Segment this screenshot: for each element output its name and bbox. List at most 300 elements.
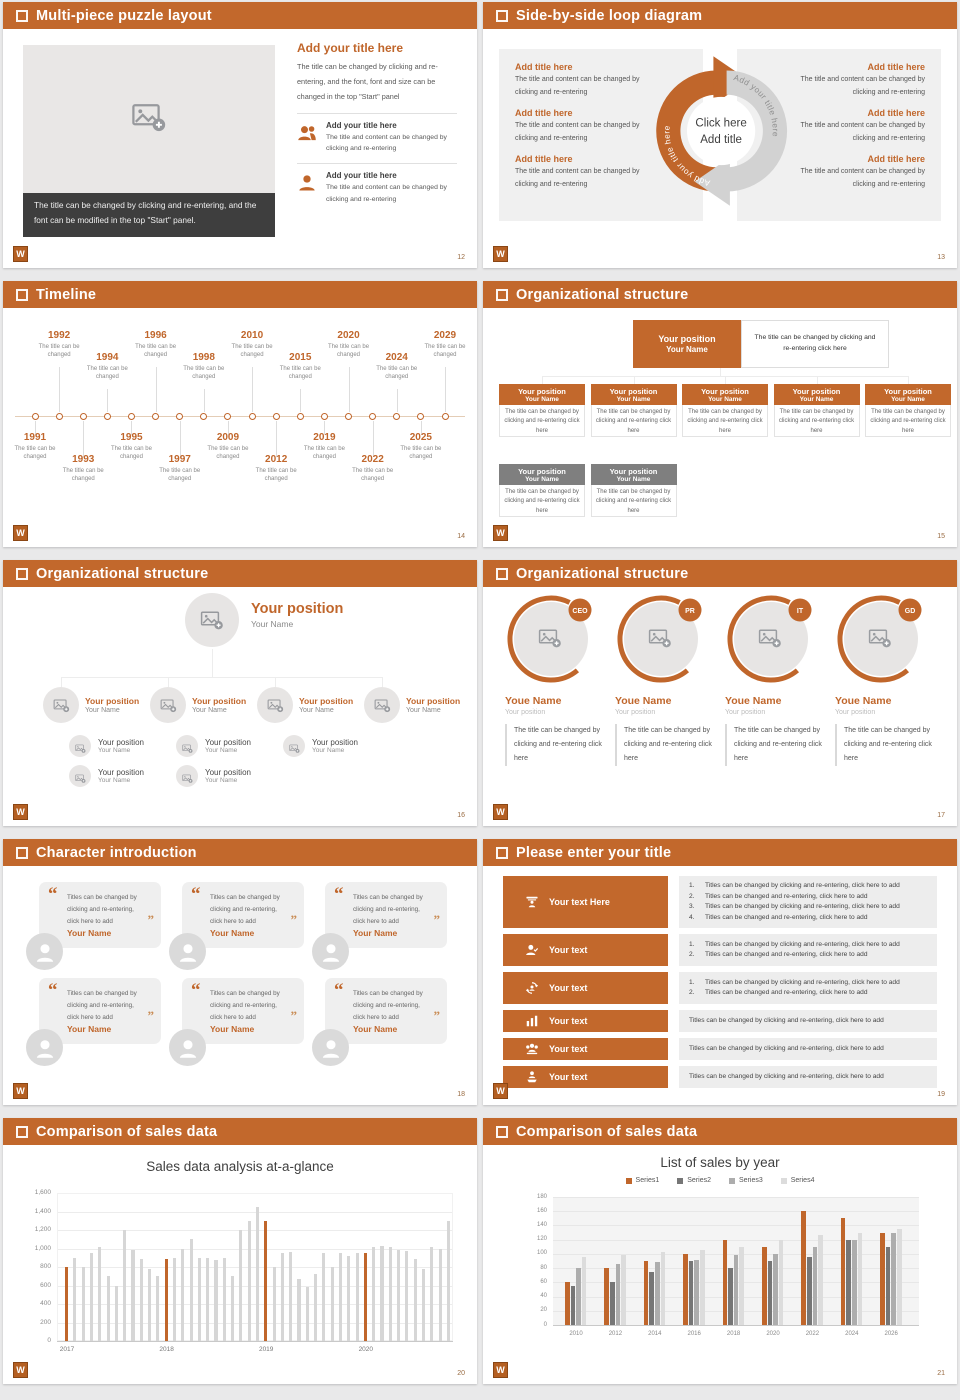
- quote-open-icon: “: [334, 980, 344, 1001]
- row-text-box: [679, 934, 937, 966]
- timeline-connector: [83, 421, 84, 457]
- org-subnode-photo: [69, 765, 91, 787]
- slide-19-please-enter-your-title[interactable]: [483, 839, 957, 1105]
- slide-16-organizational-structure[interactable]: [3, 560, 477, 826]
- bar: [148, 1269, 151, 1341]
- timeline-dot: [56, 413, 63, 420]
- timeline-caption: The title can be changed: [110, 446, 152, 461]
- x-tick-label: 2020: [358, 1346, 374, 1353]
- slide-title: Character introduction: [36, 844, 197, 861]
- quote-name: Your Name: [210, 928, 255, 938]
- timeline-entry: [56, 454, 110, 483]
- slide-14-timeline[interactable]: [3, 281, 477, 547]
- row-text: Titles can be changed by clicking and re-entering, click here to add: [689, 1045, 884, 1053]
- page-number: 18: [457, 1091, 465, 1098]
- w-logo: W: [13, 246, 28, 262]
- timeline-dot: [32, 413, 39, 420]
- org-box: [591, 384, 677, 437]
- row-text: Titles can be changed by clicking and re-entering, click here to add: [705, 903, 900, 911]
- bar: [801, 1211, 806, 1325]
- org-subnode-photo: [69, 735, 91, 757]
- org-subnode-photo: [176, 735, 198, 757]
- org-connector-stub: [725, 376, 726, 384]
- timeline-caption: The title can be changed: [424, 344, 466, 359]
- timeline-year: 2015: [289, 352, 312, 363]
- row-text-line: [689, 1045, 927, 1053]
- legend-item: [677, 1177, 711, 1184]
- timeline-connector: [204, 389, 205, 412]
- row-label: Your text: [549, 983, 588, 993]
- loop-label-left: Add your title here: [662, 125, 712, 188]
- timeline-year: 2024: [385, 352, 408, 363]
- page-number: 14: [457, 533, 465, 540]
- timeline-entry: [249, 454, 303, 483]
- row-text-number: 2.: [689, 951, 695, 959]
- member-card: [615, 595, 715, 766]
- image-caption: The title can be changed by clicking and re-entering, and the font can be modified in the top "Start" panel.: [23, 193, 275, 237]
- timeline-caption: The title can be changed: [352, 468, 394, 483]
- org-subnode-position: Your position: [205, 738, 251, 747]
- row-text-box: [679, 876, 937, 928]
- bar: [841, 1218, 846, 1325]
- bar: [880, 1233, 885, 1325]
- org-connector-stub: [61, 677, 62, 687]
- grouped-bar-chart: [523, 1193, 933, 1347]
- bar: [107, 1276, 110, 1341]
- chart-title: Sales data analysis at-a-glance: [146, 1159, 334, 1174]
- bar: [818, 1235, 823, 1325]
- row-label-box[interactable]: [503, 934, 668, 966]
- slide-12-multi-piece-puzzle-layout[interactable]: [3, 2, 477, 268]
- org-connector-stub: [382, 677, 383, 687]
- gridline: [553, 1211, 919, 1212]
- legend-item: [626, 1177, 660, 1184]
- x-tick-label: 2014: [648, 1331, 662, 1337]
- org-node-photo: [43, 687, 79, 723]
- quote-card: [39, 978, 161, 1044]
- quote-card: [182, 882, 304, 948]
- org-subnode-label: [205, 768, 251, 784]
- org-subnode: [69, 735, 144, 757]
- timeline-dot: [417, 413, 424, 420]
- bar: [779, 1240, 784, 1325]
- member-text: The title can be changed by clicking and re-entering click here: [835, 724, 934, 766]
- org-root-position: Your position: [658, 334, 716, 344]
- timeline-canvas: [13, 320, 467, 530]
- x-tick-label: 2018: [726, 1331, 741, 1337]
- bar: [90, 1253, 93, 1341]
- org-subnode: [283, 735, 358, 757]
- page-number: 15: [937, 533, 945, 540]
- quote-card: [325, 978, 447, 1044]
- timeline-caption: The title can be changed: [279, 366, 321, 381]
- timeline-entry: [273, 352, 327, 381]
- org-connector-stub: [542, 376, 543, 384]
- timeline-caption: The title can be changed: [207, 446, 249, 461]
- slide-content: [3, 29, 477, 268]
- w-logo: W: [13, 1362, 28, 1378]
- image-placeholder-icon: [75, 741, 86, 752]
- org-subnode-position: Your position: [98, 738, 144, 747]
- item-title: Add title here: [867, 108, 925, 119]
- bar: [256, 1207, 259, 1341]
- org-box-text: The title can be changed by clicking and re-entering click here: [591, 405, 677, 437]
- member-text: The title can be changed by clicking and re-entering click here: [615, 724, 714, 766]
- quote-close-icon: ”: [433, 1008, 440, 1023]
- avatar: [26, 933, 63, 970]
- quote-text: Titles can be changed by clicking and re-entering, click here to add: [210, 894, 280, 925]
- timeline-caption: The title can be changed: [328, 344, 370, 359]
- org-node-name: Your Name: [192, 707, 227, 714]
- bar: [621, 1255, 626, 1325]
- quote-text: Titles can be changed by clicking and re-entering, click here to add: [67, 894, 137, 925]
- member-grid: [483, 587, 957, 826]
- list-item: [297, 113, 457, 155]
- gridline: [57, 1341, 453, 1342]
- org-box-text: The title can be changed by clicking and re-entering click here: [682, 405, 768, 437]
- member-name: Youe Name: [615, 695, 672, 707]
- timeline-dot: [152, 413, 159, 420]
- bar: [807, 1257, 812, 1325]
- bar: [582, 1257, 587, 1325]
- quote-name: Your Name: [67, 1024, 112, 1034]
- y-tick-label: 40: [540, 1293, 547, 1300]
- w-logo: W: [493, 804, 508, 820]
- user-gift-icon: [525, 1070, 539, 1084]
- timeline-entry: [32, 330, 86, 359]
- bar: [289, 1252, 292, 1341]
- image-placeholder-icon: [289, 741, 300, 752]
- timeline-connector: [445, 367, 446, 412]
- org-node-photo: [150, 687, 186, 723]
- bar: [768, 1261, 773, 1325]
- item-text: The title and content can be changed by clicking and re-entering: [515, 76, 640, 96]
- org-connector-line: [61, 677, 382, 678]
- row-label-box[interactable]: [503, 1066, 668, 1088]
- row-text-number: 2.: [689, 892, 695, 900]
- bar: [397, 1250, 400, 1341]
- bar-chart: [19, 1189, 459, 1379]
- timeline-year: 2012: [265, 454, 288, 465]
- slide-title: Side-by-side loop diagram: [516, 7, 703, 24]
- quote-close-icon: ”: [147, 912, 154, 927]
- y-tick-label: 120: [536, 1236, 547, 1243]
- timeline-year: 1996: [144, 330, 167, 341]
- bar: [231, 1276, 234, 1341]
- row-text: Titles can be changed and re-entering, click here to add: [705, 913, 868, 921]
- timeline-connector: [373, 421, 374, 457]
- quote-open-icon: “: [334, 884, 344, 905]
- org-box-name: Your Name: [616, 475, 651, 483]
- org-subnode-label: [98, 768, 144, 784]
- image-placeholder-icon: [182, 771, 193, 782]
- slide-header: [3, 2, 477, 29]
- timeline-entry: [8, 432, 62, 461]
- row-label: Your text: [549, 1044, 588, 1054]
- member-card: [505, 595, 605, 766]
- slide-18-character-introduction[interactable]: [3, 839, 477, 1105]
- org-subnode-label: [98, 738, 144, 754]
- slide-header: [3, 281, 477, 308]
- row-text-box: [679, 1010, 937, 1032]
- timeline-year: 2009: [216, 432, 240, 443]
- svg-text:IT: IT: [796, 607, 804, 615]
- member-name: Youe Name: [505, 695, 562, 707]
- org-box-name: Your Name: [799, 395, 834, 403]
- slide-13-side-by-side-loop-diagram[interactable]: [483, 2, 957, 268]
- org-box-header: [865, 384, 951, 405]
- legend-label: Series3: [739, 1177, 763, 1184]
- org-subnode-label: [312, 738, 358, 754]
- slide-21-comparison-of-sales-data[interactable]: [483, 1118, 957, 1384]
- bar: [123, 1230, 126, 1341]
- org-box-name: Your Name: [708, 395, 742, 403]
- member-photo: [615, 595, 707, 683]
- member-photo: [835, 595, 927, 683]
- y-tick-label: 140: [536, 1221, 547, 1228]
- svg-text:PR: PR: [685, 607, 695, 615]
- row-label-box[interactable]: [503, 1038, 668, 1060]
- x-tick-label: 2024: [845, 1331, 859, 1337]
- timeline-caption: The title can be changed: [62, 468, 104, 483]
- row-label: Your text: [549, 1016, 588, 1026]
- timeline-caption: The title can be changed: [86, 366, 128, 381]
- org-connector-stub: [908, 376, 909, 384]
- timeline-connector: [276, 421, 277, 457]
- slide-content: [3, 587, 477, 826]
- quote-text: Titles can be changed by clicking and re-entering, click here to add: [67, 990, 137, 1021]
- org-box-header: [499, 384, 585, 405]
- x-tick-label: 2020: [766, 1331, 780, 1337]
- slide-header: [3, 839, 477, 866]
- person-icon: [297, 173, 317, 193]
- quote-card: [39, 882, 161, 948]
- square-bullet-icon: [496, 1126, 508, 1138]
- item-text: The title and content can be changed by clicking and re-entering: [800, 168, 925, 188]
- org-box-position: Your position: [609, 386, 658, 396]
- loop-center-line2: Add title: [700, 134, 742, 147]
- row-text: Titles can be changed by clicking and re-entering, click here to add: [705, 940, 900, 948]
- quote-text: Titles can be changed by clicking and re-entering, click here to add: [353, 894, 423, 925]
- image-placeholder-icon: [160, 697, 177, 714]
- quote-text: Titles can be changed by clicking and re-entering, click here to add: [210, 990, 280, 1021]
- quote-close-icon: ”: [290, 1008, 297, 1023]
- timeline-dot: [369, 413, 376, 420]
- w-logo: W: [493, 1083, 508, 1099]
- bar: [661, 1252, 666, 1325]
- row-text-number: 4.: [689, 913, 695, 921]
- bar: [700, 1250, 705, 1325]
- timeline-caption: The title can be changed: [38, 344, 80, 359]
- section-heading: Add your title here: [297, 41, 404, 55]
- x-tick-label: 2026: [884, 1331, 898, 1337]
- chart-legend: [483, 1177, 957, 1184]
- chart-title: List of sales by year: [660, 1155, 780, 1170]
- item-title: Add title here: [515, 62, 573, 72]
- slide-header: [483, 560, 957, 587]
- y-tick-label: 200: [40, 1318, 51, 1326]
- person-icon: [318, 939, 344, 965]
- member-text: The title can be changed by clicking and re-entering click here: [505, 724, 604, 766]
- slide-title: Comparison of sales data: [516, 1123, 698, 1140]
- slide-content: [483, 29, 957, 268]
- org-box-text: The title can be changed by clicking and re-entering click here: [591, 485, 677, 517]
- timeline-dot: [249, 413, 256, 420]
- person-icon: [32, 1035, 58, 1061]
- timeline-year: 2019: [313, 432, 336, 443]
- org-subnode-name: Your Name: [205, 777, 238, 784]
- org-subnode: [176, 765, 251, 787]
- legend-label: Series1: [635, 1177, 660, 1184]
- image-placeholder-icon: [53, 697, 70, 714]
- quote-close-icon: ”: [433, 912, 440, 927]
- row-label: Your text Here: [549, 897, 610, 907]
- member-card: [835, 595, 935, 766]
- legend-label: Series2: [687, 1177, 711, 1184]
- bar: [571, 1286, 576, 1325]
- item-title: Add title here: [867, 62, 925, 72]
- timeline-year: 1992: [47, 330, 71, 341]
- timeline-caption: The title can be changed: [255, 468, 297, 483]
- row-text: Titles can be changed and re-entering, click here to add: [705, 951, 868, 959]
- timeline-dot: [297, 413, 304, 420]
- quote-open-icon: “: [48, 980, 58, 1001]
- member-text: The title can be changed by clicking and re-entering click here: [725, 724, 824, 766]
- page-number: 21: [937, 1370, 945, 1377]
- y-tick-label: 60: [540, 1278, 547, 1285]
- bar: [347, 1256, 350, 1341]
- org-subnode-name: Your Name: [98, 777, 131, 784]
- loop-diagram: [632, 43, 808, 219]
- row-label-box[interactable]: [503, 876, 668, 928]
- bar: [65, 1267, 68, 1341]
- org-box: [499, 464, 585, 517]
- bar: [198, 1258, 201, 1341]
- square-bullet-icon: [16, 1126, 28, 1138]
- org-connector-stub: [720, 368, 721, 376]
- page-number: 12: [457, 254, 465, 261]
- org-box: [774, 384, 860, 437]
- timeline-caption: The title can be changed: [183, 366, 225, 381]
- member-name: Youe Name: [835, 695, 892, 707]
- slide-20-comparison-of-sales-data[interactable]: [3, 1118, 477, 1384]
- avatar: [312, 933, 349, 970]
- image-placeholder-icon: [374, 697, 391, 714]
- bar: [206, 1258, 209, 1341]
- timeline-year: 1995: [120, 432, 143, 443]
- timeline-caption: The title can be changed: [400, 446, 442, 461]
- row-text-number: 1.: [689, 882, 695, 890]
- org-subnode: [69, 765, 144, 787]
- timeline-dot: [345, 413, 352, 420]
- w-logo: W: [13, 1083, 28, 1099]
- page-number: 13: [937, 254, 945, 261]
- slide-17-organizational-structure[interactable]: [483, 560, 957, 826]
- slide-15-organizational-structure[interactable]: [483, 281, 957, 547]
- bar: [248, 1221, 251, 1341]
- org-box-position: Your position: [792, 386, 841, 396]
- image-placeholder-icon: [131, 99, 167, 140]
- timeline-dot: [104, 413, 111, 420]
- bar: [389, 1247, 392, 1341]
- w-logo: W: [493, 525, 508, 541]
- item-text: The title and content can be changed by clicking and re-entering: [326, 183, 447, 203]
- timeline-caption: The title can be changed: [303, 446, 345, 461]
- quote-card: [325, 882, 447, 948]
- y-tick-label: 0: [47, 1337, 51, 1344]
- row-text-box: [679, 1066, 937, 1088]
- timeline-caption: The title can be changed: [135, 344, 177, 359]
- bar: [322, 1253, 325, 1341]
- square-bullet-icon: [496, 847, 508, 859]
- slide-header: [483, 1118, 957, 1145]
- slide-content: [483, 866, 957, 1105]
- bar: [422, 1269, 425, 1341]
- timeline-year: 1991: [23, 432, 47, 443]
- slide-content: [483, 587, 957, 826]
- bar: [115, 1286, 118, 1342]
- timeline-caption: The title can be changed: [376, 366, 418, 381]
- org-subnode-name: Your Name: [205, 747, 238, 754]
- bar: [734, 1255, 739, 1325]
- timeline-entry: [297, 432, 351, 461]
- item-title: Add your title here: [326, 170, 397, 180]
- org-connector-stub: [212, 649, 213, 677]
- x-tick-label: 2017: [59, 1346, 75, 1353]
- row-text-number: 3.: [689, 903, 695, 911]
- row-text-line: [689, 903, 927, 911]
- row-text-line: [689, 914, 927, 922]
- member-position: Your position: [725, 709, 766, 716]
- org-box-position: Your position: [609, 466, 658, 476]
- bar: [297, 1279, 300, 1341]
- row-text: Titles can be changed by clicking and re-entering, click here to add: [689, 1073, 884, 1081]
- org-box-name: Your Name: [891, 395, 925, 403]
- slide-title: Comparison of sales data: [36, 1123, 218, 1140]
- svg-text:GD: GD: [904, 607, 916, 615]
- member-position: Your position: [615, 709, 656, 716]
- row-label: Your text: [549, 945, 588, 955]
- timeline-entry: [201, 432, 255, 461]
- bar: [447, 1221, 450, 1341]
- member-photo: [725, 595, 817, 683]
- row-text: Titles can be changed by clicking and re-entering, click here to add: [689, 1017, 884, 1025]
- quote-open-icon: “: [191, 980, 201, 1001]
- page-number: 17: [937, 812, 945, 819]
- image-placeholder-icon: [200, 608, 224, 632]
- x-tick-label: 2018: [159, 1346, 174, 1353]
- org-box-text: The title can be changed by clicking and re-entering click here: [774, 405, 860, 437]
- x-tick-label: 2016: [687, 1331, 701, 1337]
- loop-center-circle: [687, 97, 755, 165]
- legend-swatch: [729, 1178, 735, 1184]
- slide-header: [483, 281, 957, 308]
- row-label-box[interactable]: [503, 972, 668, 1004]
- timeline-entry: [129, 330, 183, 359]
- bar: [264, 1221, 267, 1341]
- x-tick-label: 2019: [258, 1346, 274, 1353]
- y-tick-label: 80: [540, 1264, 547, 1271]
- org-box: [865, 384, 951, 437]
- gridline: [553, 1197, 919, 1198]
- bar: [430, 1247, 433, 1341]
- timeline-entry: [394, 432, 448, 461]
- legend-swatch: [781, 1178, 787, 1184]
- row-text-line: [689, 979, 927, 987]
- timeline-year: 2010: [240, 330, 264, 341]
- row-label-box[interactable]: [503, 1010, 668, 1032]
- page-number: 20: [457, 1370, 465, 1377]
